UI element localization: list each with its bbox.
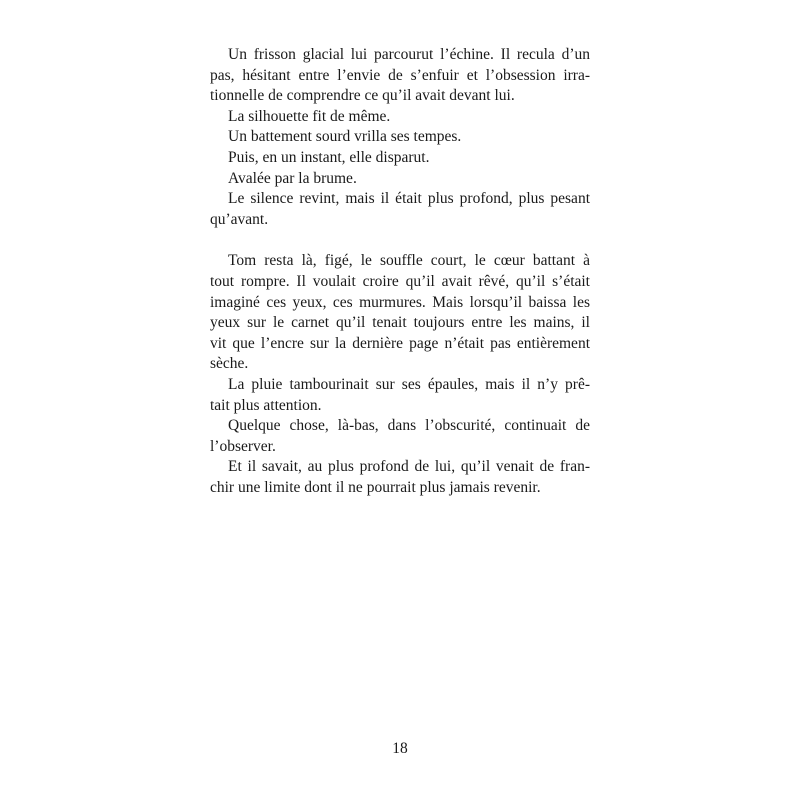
text-line: Un frisson glacial lui parcourut l’échine. Il recula d’un	[228, 46, 590, 63]
paragraph	[210, 107, 590, 128]
text-line: qu’avant.	[210, 210, 269, 228]
paragraph	[210, 416, 590, 457]
text-line: Un battement sourd vrilla ses tempes.	[228, 128, 462, 146]
text-line: Puis, en un instant, elle disparut.	[228, 148, 430, 166]
text-line: La pluie tambourinait sur ses épaules, mais il n’y prê-	[228, 375, 590, 393]
text-line: imaginé ces yeux, ces murmures. Mais lorsqu’il baissa les	[210, 293, 590, 311]
text-line: yeux sur le carnet qu’il tenait toujours entre les mains, il	[210, 314, 590, 332]
text-line: Avalée par la brume.	[228, 169, 357, 187]
text-line: tionnelle de comprendre ce qu’il avait devant lui.	[210, 87, 515, 105]
page-number: 18	[392, 740, 408, 757]
text-line: Le silence revint, mais il était plus profond, plus pesant	[228, 190, 590, 208]
paragraph	[210, 375, 590, 416]
paragraph	[210, 127, 590, 148]
text-line: La silhouette fit de même.	[228, 107, 391, 125]
body-text	[210, 45, 590, 498]
text-line: tout rompre. Il voulait croire qu’il avait rêvé, qu’il s’était	[210, 272, 590, 290]
text-line: Tom resta là, figé, le souffle court, le cœur battant à	[228, 252, 590, 270]
text-line: l’observer.	[210, 437, 276, 455]
text-line: Et il savait, au plus profond de lui, qu’il venait de fran-	[228, 458, 590, 476]
paragraph	[210, 457, 590, 498]
paragraph	[210, 45, 590, 107]
paragraph	[210, 189, 590, 230]
text-line: chir une limite dont il ne pourrait plus jamais revenir.	[210, 478, 541, 496]
text-line: sèche.	[210, 355, 249, 373]
text-line: tait plus attention.	[210, 396, 322, 414]
paragraph	[210, 169, 590, 190]
text-line: Quelque chose, là-bas, dans l’obscurité, continuait de	[228, 417, 590, 435]
paragraph	[210, 148, 590, 169]
paragraph	[210, 251, 590, 375]
section-break	[210, 230, 590, 251]
text-line: pas, hésitant entre l’envie de s’enfuir et l’obsession irra-	[210, 66, 590, 84]
text-line: vit que l’encre sur la dernière page n’était pas entièrement	[210, 334, 590, 352]
